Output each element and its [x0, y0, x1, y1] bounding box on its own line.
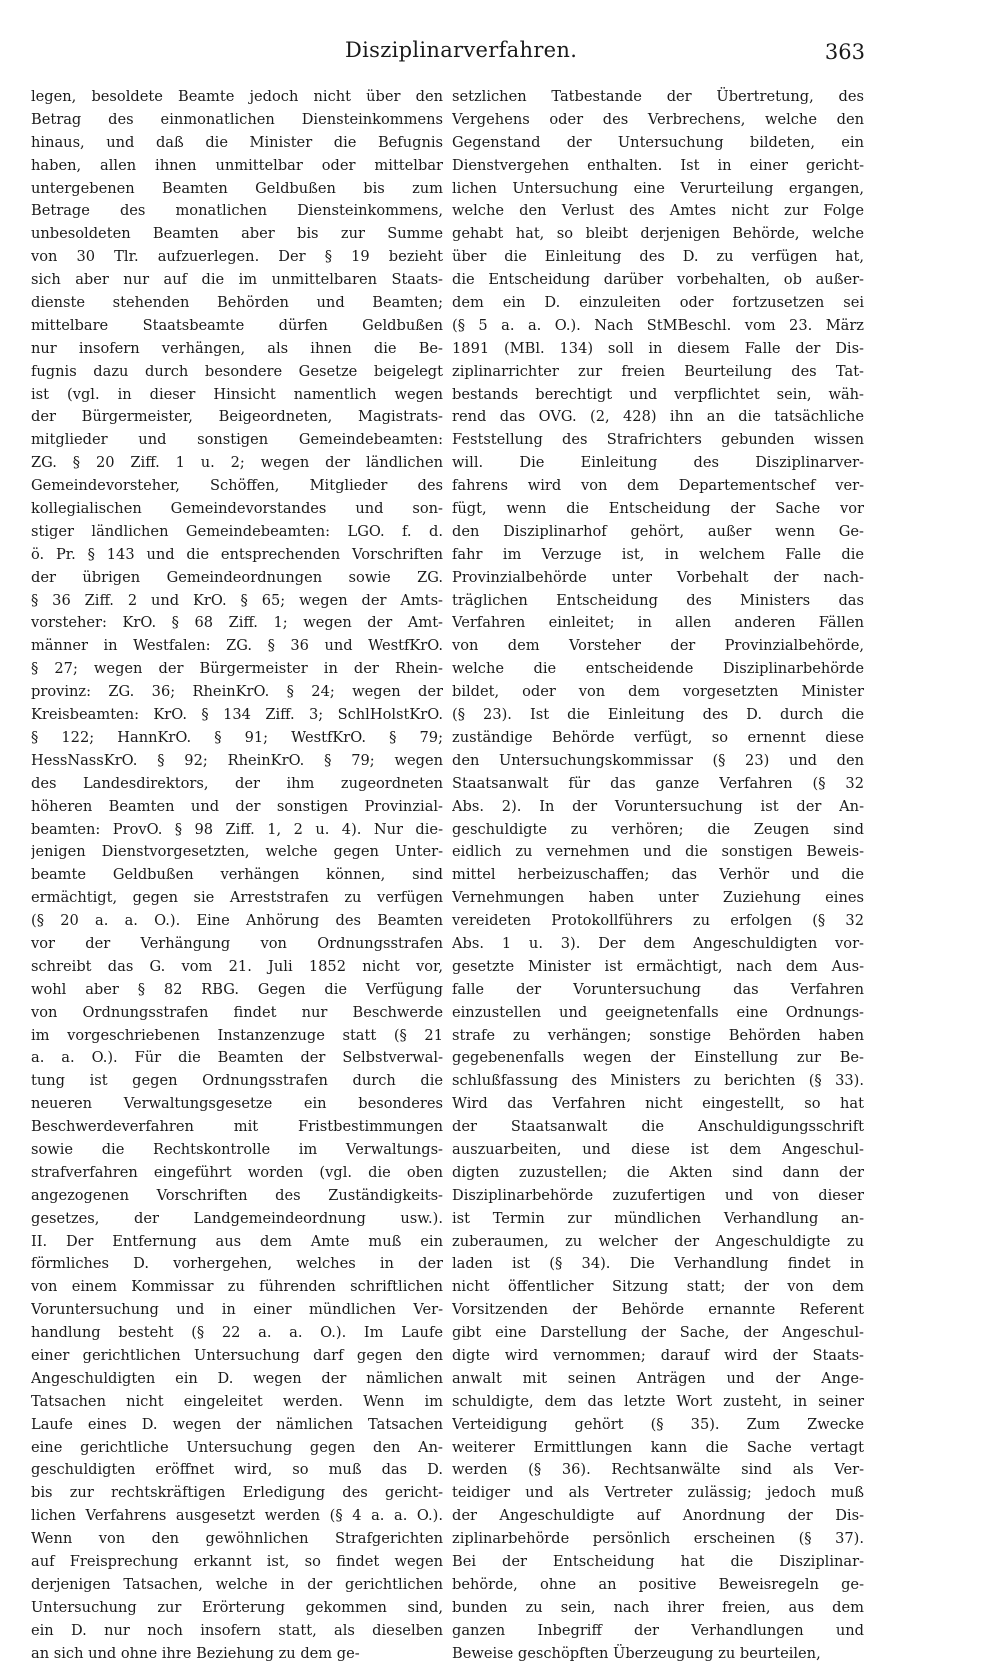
text-line: einzustellen und geeignetenfalls eine Ordnungs-	[452, 1003, 864, 1021]
text-line: vor der Verhängung von Ordnungsstrafen	[31, 934, 443, 952]
text-line: Angeschuldigten ein D. wegen der nämlichen	[31, 1369, 443, 1387]
text-line: gehabt hat, so bleibt derjenigen Behörde, welche	[452, 225, 864, 243]
text-line: Disziplinarbehörde zuzufertigen und von dieser	[452, 1186, 864, 1204]
text-line: lichen Verfahrens ausgesetzt werden (§ 4 a. a. O.).	[31, 1507, 443, 1525]
text-line: § 36 Ziff. 2 und KrO. § 65; wegen der Amts-	[31, 591, 443, 609]
text-line: einer gerichtlichen Untersuchung darf gegen den	[31, 1346, 443, 1364]
text-line: werden (§ 36). Rechtsanwälte sind als Ver-	[452, 1461, 864, 1479]
text-line: ist Termin zur mündlichen Verhandlung an-	[452, 1209, 864, 1227]
text-line: Untersuchung zur Erörterung gekommen sind,	[31, 1598, 443, 1616]
text-line: anwalt mit seinen Anträgen und der Ange-	[452, 1369, 864, 1387]
text-line: derjenigen Tatsachen, welche in der gerichtlichen	[31, 1575, 443, 1593]
text-line: provinz: ZG. 36; RheinKrO. § 24; wegen der	[31, 683, 443, 701]
text-line: gegebenenfalls wegen der Einstellung zur Be-	[452, 1049, 864, 1067]
text-line: schreibt das G. vom 21. Juli 1852 nicht vor,	[31, 957, 443, 975]
text-line: eine gerichtliche Untersuchung gegen den An-	[31, 1438, 443, 1456]
text-line: den Untersuchungskommissar (§ 23) und den	[452, 751, 864, 769]
text-line: auf Freisprechung erkannt ist, so findet wegen	[31, 1553, 443, 1570]
text-line: mittelbare Staatsbeamte dürfen Geldbußen	[31, 316, 443, 334]
text-line: strafverfahren eingeführt worden (vgl. die oben	[31, 1163, 443, 1181]
text-line: behörde, ohne an positive Beweisregeln ge-	[452, 1575, 864, 1593]
text-line: schuldigte, dem das letzte Wort zusteht, in seiner	[452, 1392, 864, 1410]
text-line: schlußfassung des Ministers zu berichten (§ 33).	[452, 1072, 864, 1090]
text-line: tung ist gegen Ordnungsstrafen durch die	[31, 1072, 443, 1090]
text-line: rend das OVG. (2, 428) ihn an die tatsächliche	[452, 408, 864, 426]
text-line: angezogenen Vorschriften des Zuständigkeits-	[31, 1186, 443, 1204]
text-line: die Entscheidung darüber vorbehalten, ob außer-	[452, 271, 864, 289]
text-line: neueren Verwaltungsgesetze ein besonderes	[31, 1095, 443, 1113]
text-line: von dem Vorsteher der Provinzialbehörde,	[452, 637, 864, 655]
text-line: strafe zu verhängen; sonstige Behörden haben	[452, 1026, 864, 1044]
text-line: Gemeindevorsteher, Schöffen, Mitglieder des	[31, 477, 443, 495]
text-line: HessNassKrO. § 92; RheinKrO. § 79; wegen	[31, 751, 443, 769]
text-line: im vorgeschriebenen Instanzenzuge statt (§ 21	[31, 1026, 443, 1044]
text-line: beamten: ProvO. § 98 Ziff. 1, 2 u. 4). Nur die-	[31, 820, 443, 838]
text-line: Tatsachen nicht eingeleitet werden. Wenn im	[31, 1392, 443, 1410]
text-line: Abs. 1 u. 3). Der dem Angeschuldigten vor-	[452, 934, 864, 952]
text-line: Abs. 2). In der Voruntersuchung ist der An-	[452, 797, 864, 815]
text-line: weiterer Ermittlungen kann die Sache vertagt	[452, 1438, 864, 1456]
text-line: handlung besteht (§ 22 a. a. O.). Im Laufe	[31, 1324, 443, 1342]
text-line: sich aber nur auf die im unmittelbaren Staats-	[31, 271, 443, 289]
text-line: a. a. O.). Für die Beamten der Selbstverwal-	[31, 1049, 443, 1067]
text-line: Bei der Entscheidung hat die Disziplinar-	[452, 1553, 864, 1570]
text-line: bildet, oder von dem vorgesetzten Minister	[452, 683, 864, 701]
text-line: bunden zu sein, nach ihrer freien, aus dem	[452, 1598, 864, 1616]
text-line: Laufe eines D. wegen der nämlichen Tatsachen	[31, 1415, 443, 1433]
text-line: gesetzes, der Landgemeindeordnung usw.).	[31, 1209, 443, 1227]
text-line: Wenn von den gewöhnlichen Strafgerichten	[31, 1530, 443, 1548]
text-line: hinaus, und daß die Minister die Befugnis	[31, 133, 443, 151]
text-line: (§ 20 a. a. O.). Eine Anhörung des Beamten	[31, 912, 443, 930]
text-line: fugnis dazu durch besondere Gesetze beigelegt	[31, 362, 443, 380]
text-line: falle der Voruntersuchung das Verfahren	[452, 980, 864, 998]
left-text-column	[31, 86, 443, 1665]
text-line: bestands berechtigt und verpflichtet sein, wäh-	[452, 385, 864, 403]
text-line: ist (vgl. in dieser Hinsicht namentlich wegen	[31, 385, 443, 403]
text-line: eidlich zu vernehmen und die sonstigen Beweis-	[452, 843, 864, 861]
text-line: will. Die Einleitung des Disziplinarver-	[452, 454, 864, 472]
text-line: ö. Pr. § 143 und die entsprechenden Vorschriften	[31, 545, 443, 563]
text-line: träglichen Entscheidung des Ministers das	[452, 591, 864, 609]
text-line: ZG. § 20 Ziff. 1 u. 2; wegen der ländlichen	[31, 454, 443, 472]
text-line: Provinzialbehörde unter Vorbehalt der nach-	[452, 568, 864, 586]
text-line: Beweise geschöpften Überzeugung zu beurteilen,	[452, 1644, 821, 1662]
text-line: lichen Untersuchung eine Verurteilung ergangen,	[452, 179, 864, 197]
text-line: digten zuzustellen; die Akten sind dann der	[452, 1163, 864, 1181]
text-line: Vorsitzenden der Behörde ernannte Referent	[452, 1301, 864, 1319]
text-line: (§ 23). Ist die Einleitung des D. durch die	[452, 706, 864, 724]
text-line: § 122; HannKrO. § 91; WestfKrO. § 79;	[31, 728, 443, 746]
text-line: (§ 5 a. a. O.). Nach StMBeschl. vom 23. März	[452, 316, 864, 334]
text-line: Beschwerdeverfahren mit Fristbestimmungen	[31, 1118, 443, 1136]
text-line: ganzen Inbegriff der Verhandlungen und	[452, 1621, 864, 1639]
text-line: zuständige Behörde verfügt, so ernennt diese	[452, 728, 864, 746]
text-line: Verfahren einleitet; in allen anderen Fällen	[452, 614, 864, 632]
text-line: Staatsanwalt für das ganze Verfahren (§ 32	[452, 774, 864, 792]
text-line: welche den Verlust des Amtes nicht zur Folge	[452, 202, 864, 220]
text-line: ein D. nur noch insofern statt, als dieselben	[31, 1621, 443, 1639]
text-line: geschuldigten eröffnet wird, so muß das D.	[31, 1461, 443, 1479]
text-line: wohl aber § 82 RBG. Gegen die Verfügung	[31, 980, 443, 998]
text-line: höheren Beamten und der sonstigen Provinzial-	[31, 797, 443, 815]
text-line: von einem Kommissar zu führenden schriftlichen	[31, 1278, 443, 1296]
text-line: fügt, wenn die Entscheidung der Sache vor	[452, 500, 864, 518]
text-line: förmliches D. vorhergehen, welches in der	[31, 1255, 443, 1273]
text-line: Betrage des monatlichen Diensteinkommens,	[31, 202, 443, 220]
text-line: gibt eine Darstellung der Sache, der Angeschul-	[452, 1324, 864, 1342]
text-line: Wird das Verfahren nicht eingestellt, so hat	[452, 1095, 864, 1113]
text-line: nicht öffentlicher Sitzung statt; der von dem	[452, 1278, 864, 1296]
text-line: der Angeschuldigte auf Anordnung der Dis-	[452, 1507, 864, 1525]
text-line: stiger ländlichen Gemeindebeamten: LGO. f. d.	[31, 522, 443, 540]
text-line: Dienstvergehen enthalten. Ist in einer gericht-	[452, 156, 864, 174]
text-line: nur insofern verhängen, als ihnen die Be-	[31, 339, 443, 357]
text-line: der Staatsanwalt die Anschuldigungsschrift	[452, 1118, 864, 1136]
text-line: Voruntersuchung und in einer mündlichen Ver-	[31, 1301, 443, 1319]
text-line: beamte Geldbußen verhängen können, sind	[31, 866, 443, 884]
text-line: männer in Westfalen: ZG. § 36 und WestfKrO.	[31, 637, 443, 655]
text-line: haben, allen ihnen unmittelbar oder mittelbar	[31, 156, 443, 174]
text-line: unbesoldeten Beamten aber bis zur Summe	[31, 225, 443, 243]
text-line: auszuarbeiten, und diese ist dem Angeschul-	[452, 1140, 864, 1158]
text-line: mitglieder und sonstigen Gemeindebeamten:	[31, 431, 443, 449]
text-line: fahr im Verzuge ist, in welchem Falle die	[452, 545, 864, 563]
text-line: digte wird vernommen; darauf wird der Staats-	[452, 1346, 864, 1364]
text-line: welche die entscheidende Disziplinarbehörde	[452, 660, 864, 678]
text-line: ziplinarbehörde persönlich erscheinen (§ 37).	[452, 1530, 864, 1548]
text-line: mittel herbeizuschaffen; das Verhör und die	[452, 866, 864, 884]
text-line: an sich und ohne ihre Beziehung zu dem ge-	[31, 1644, 360, 1662]
text-line: dem ein D. einzuleiten oder fortzusetzen sei	[452, 294, 864, 312]
text-line: dienste stehenden Behörden und Beamten;	[31, 294, 443, 312]
text-line: Kreisbeamten: KrO. § 134 Ziff. 3; SchlHolstKrO.	[31, 706, 443, 724]
text-line: vereideten Protokollführers zu erfolgen (§ 32	[452, 912, 864, 930]
text-line: jenigen Dienstvorgesetzten, welche gegen Unter-	[31, 843, 443, 861]
text-line: legen, besoldete Beamte jedoch nicht über den	[31, 88, 443, 105]
text-line: des Landesdirektors, der ihm zugeordneten	[31, 774, 443, 792]
text-line: den Disziplinarhof gehört, außer wenn Ge-	[452, 522, 864, 540]
text-line: § 27; wegen der Bürgermeister in der Rhein-	[31, 660, 443, 678]
text-line: der Bürgermeister, Beigeordneten, Magistrats-	[31, 408, 443, 426]
text-line: Verteidigung gehört (§ 35). Zum Zwecke	[452, 1415, 864, 1433]
text-line: ziplinarrichter zur freien Beurteilung des Tat-	[452, 362, 864, 380]
text-line: 1891 (MBl. 134) soll in diesem Falle der Dis-	[452, 339, 864, 357]
running-head: Disziplinarverfahren.	[345, 38, 578, 62]
text-line: setzlichen Tatbestande der Übertretung, des	[452, 88, 864, 105]
text-line: laden ist (§ 34). Die Verhandlung findet in	[452, 1255, 864, 1273]
text-line: ermächtigt, gegen sie Arreststrafen zu verfügen	[31, 889, 443, 907]
text-line: Gegenstand der Untersuchung bildeten, ein	[452, 133, 864, 151]
right-text-column	[452, 86, 864, 1665]
page-number: 363	[824, 40, 865, 64]
text-line: bis zur rechtskräftigen Erledigung des gericht-	[31, 1484, 443, 1502]
text-line: Feststellung des Strafrichters gebunden wissen	[452, 431, 864, 449]
text-line: fahrens wird von dem Departementschef ver-	[452, 477, 864, 495]
text-line: gesetzte Minister ist ermächtigt, nach dem Aus-	[452, 957, 864, 975]
text-line: teidiger und als Vertreter zulässig; jedoch muß	[452, 1484, 864, 1502]
text-line: von 30 Tlr. aufzuerlegen. Der § 19 bezieht	[31, 248, 443, 266]
text-line: untergebenen Beamten Geldbußen bis zum	[31, 179, 443, 197]
text-line: II. Der Entfernung aus dem Amte muß ein	[31, 1232, 443, 1250]
text-line: Vergehens oder des Verbrechens, welche den	[452, 110, 864, 128]
text-line: kollegialischen Gemeindevorstandes und son-	[31, 500, 443, 518]
text-line: von Ordnungsstrafen findet nur Beschwerde	[31, 1003, 443, 1021]
text-line: sowie die Rechtskontrolle im Verwaltungs-	[31, 1140, 443, 1158]
text-line: Vernehmungen haben unter Zuziehung eines	[452, 889, 864, 907]
text-line: Betrag des einmonatlichen Diensteinkommens	[31, 110, 443, 128]
text-line: geschuldigte zu verhören; die Zeugen sind	[452, 820, 864, 838]
text-line: zuberaumen, zu welcher der Angeschuldigte zu	[452, 1232, 864, 1250]
text-line: vorsteher: KrO. § 68 Ziff. 1; wegen der Amt-	[31, 614, 443, 632]
text-line: der übrigen Gemeindeordnungen sowie ZG.	[31, 568, 443, 586]
text-line: über die Einleitung des D. zu verfügen hat,	[452, 248, 864, 266]
